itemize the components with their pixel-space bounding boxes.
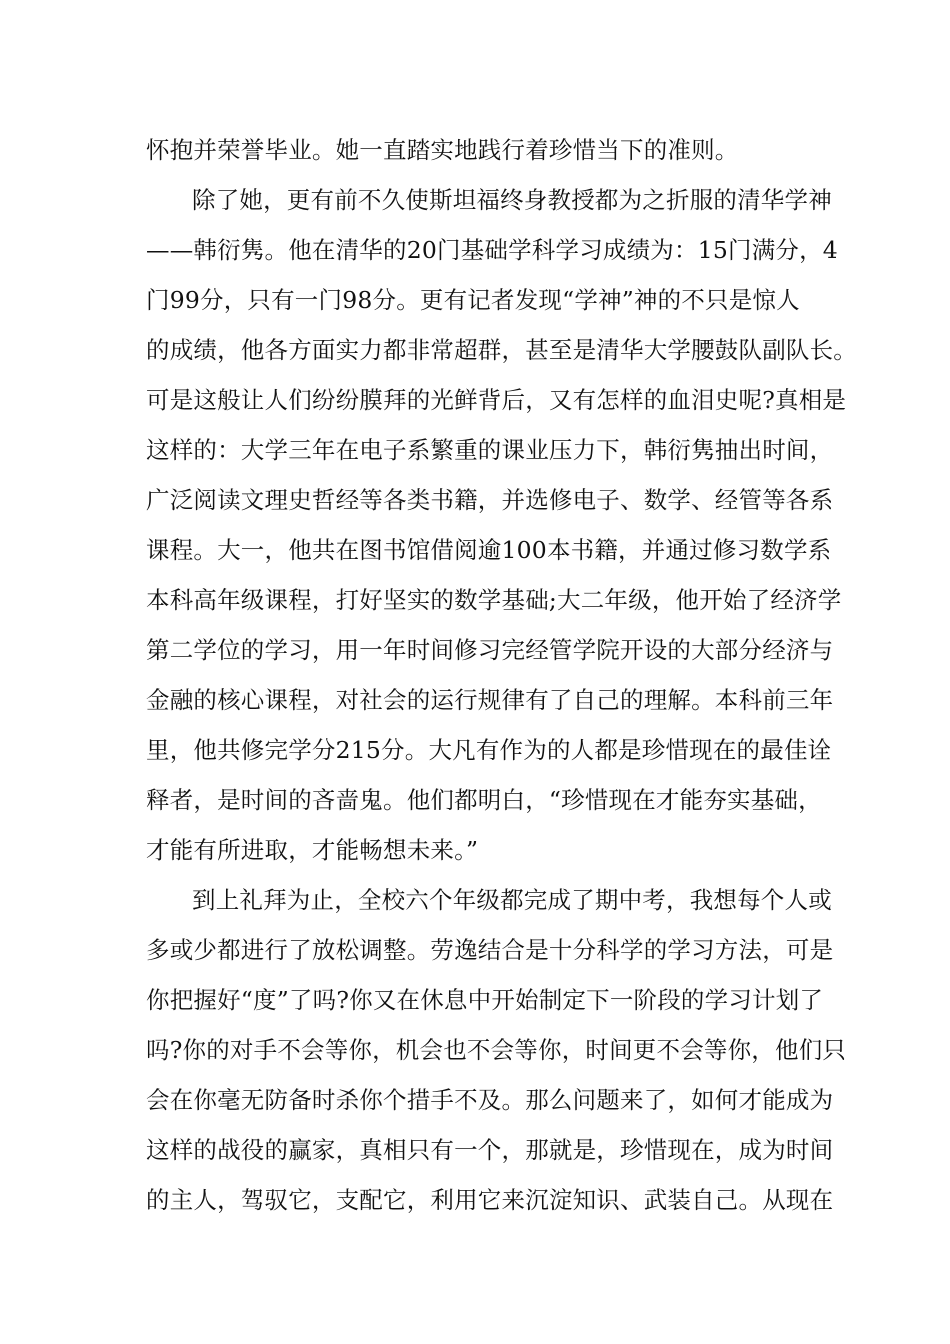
- text-line: 里，他共修完学分215分。大凡有作为的人都是珍惜现在的最佳诠: [146, 736, 832, 764]
- text-line: 可是这般让人们纷纷膜拜的光鲜背后，又有怎样的血泪史呢?真相是: [146, 386, 847, 414]
- text-line: 广泛阅读文理史哲经等各类书籍，并选修电子、数学、经管等各系: [146, 486, 834, 514]
- text-line: 第二学位的学习，用一年时间修习完经管学院开设的大部分经济与: [146, 636, 834, 664]
- text-line: 这样的：大学三年在电子系繁重的课业压力下，韩衍隽抽出时间，: [146, 436, 834, 464]
- text-line: 的主人，驾驭它，支配它，利用它来沉淀知识、武装自己。从现在: [146, 1186, 834, 1214]
- text-line: 才能有所进取，才能畅想未来。”: [146, 836, 479, 864]
- text-line: ——韩衍隽。他在清华的20门基础学科学习成绩为：15门满分，4: [146, 236, 838, 264]
- text-line: 多或少都进行了放松调整。劳逸结合是十分科学的学习方法，可是: [146, 936, 834, 964]
- text-line: 怀抱并荣誉毕业。她一直踏实地践行着珍惜当下的准则。: [146, 136, 739, 164]
- text-line: 金融的核心课程，对社会的运行规律有了自己的理解。本科前三年: [146, 686, 834, 714]
- text-line: 的成绩，他各方面实力都非常超群，甚至是清华大学腰鼓队副队长。: [146, 336, 857, 364]
- text-line: 课程。大一，他共在图书馆借阅逾100本书籍，并通过修习数学系: [146, 536, 832, 564]
- text-line: 本科高年级课程，打好坚实的数学基础;大二年级，他开始了经济学: [146, 586, 842, 614]
- paragraph-start-line: 除了她，更有前不久使斯坦福终身教授都为之折服的清华学神: [192, 186, 832, 214]
- text-line: 会在你毫无防备时杀你个措手不及。那么问题来了，如何才能成为: [146, 1086, 834, 1114]
- paragraph-start-line: 到上礼拜为止，全校六个年级都完成了期中考，我想每个人或: [192, 886, 832, 914]
- text-line: 这样的战役的赢家，真相只有一个，那就是，珍惜现在，成为时间: [146, 1136, 834, 1164]
- text-line: 你把握好“度”了吗?你又在休息中开始制定下一阶段的学习计划了: [146, 986, 824, 1014]
- text-line: 门99分，只有一门98分。更有记者发现“学神”神的不只是惊人: [146, 286, 800, 314]
- text-line: 吗?你的对手不会等你，机会也不会等你，时间更不会等你，他们只: [146, 1036, 847, 1064]
- text-line: 释者，是时间的吝啬鬼。他们都明白，“珍惜现在才能夯实基础，: [146, 786, 822, 814]
